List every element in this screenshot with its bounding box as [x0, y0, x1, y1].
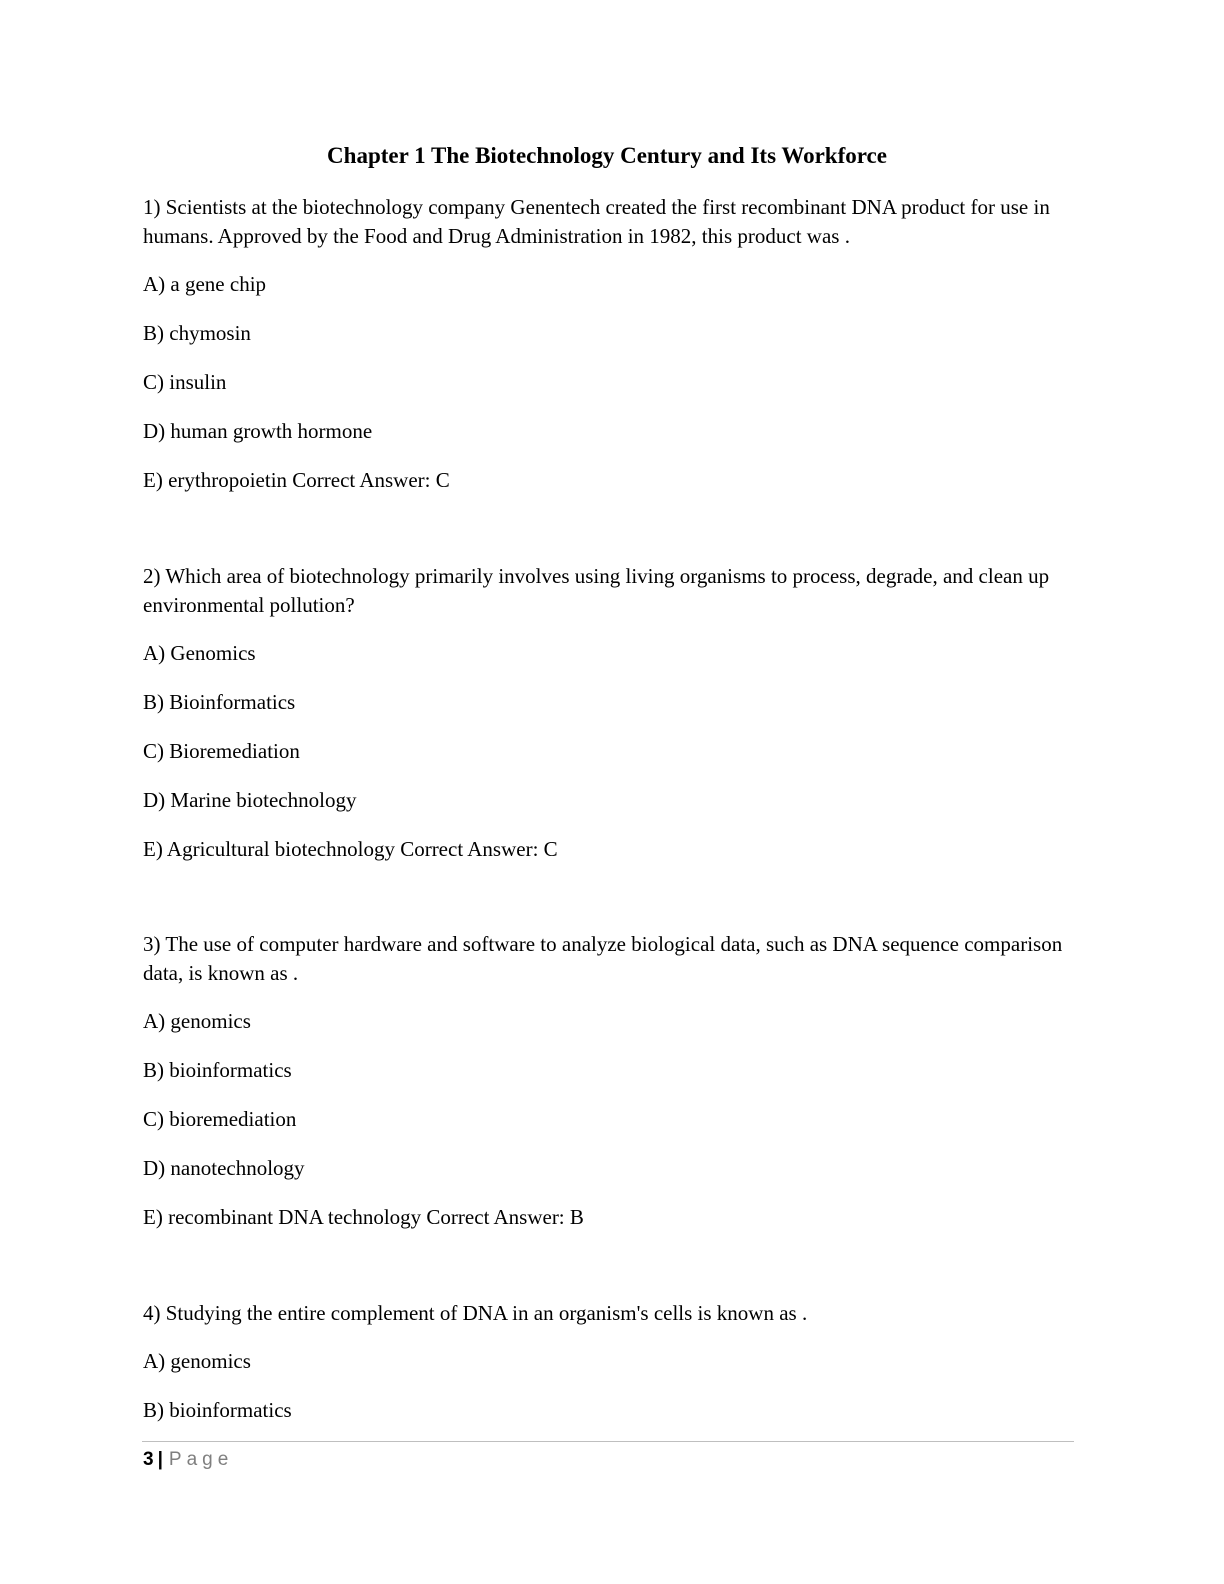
answer-option: E) recombinant DNA technology Correct Answer: B [143, 1205, 584, 1229]
answer-option: B) chymosin [143, 321, 251, 345]
answer-option: A) genomics [143, 1009, 251, 1033]
question-stem: 1) Scientists at the biotechnology company Genentech created the first recombinant DNA product for use in humans. Approved by the Food and Drug Administration in 1982, this product was . [143, 195, 1050, 248]
question-stem: 2) Which area of biotechnology primarily involves using living organisms to process, degrade, and clean up environmental pollution? [143, 564, 1050, 617]
answer-option: A) genomics [143, 1349, 251, 1373]
answer-option: D) human growth hormone [143, 419, 373, 443]
answer-option: B) bioinformatics [143, 1058, 292, 1082]
answer-option: C) Bioremediation [143, 739, 300, 763]
question-stem: 3) The use of computer hardware and software to analyze biological data, such as DNA sequence comparison data, is known as . [143, 932, 1063, 985]
question-3 [143, 930, 1083, 1252]
page-number: 3 [143, 1449, 154, 1470]
answer-option: B) Bioinformatics [143, 690, 296, 714]
answer-option: C) bioremediation [143, 1107, 297, 1131]
answer-option: D) nanotechnology [143, 1156, 305, 1180]
answer-option: A) Genomics [143, 641, 256, 665]
answer-option: D) Marine biotechnology [143, 788, 357, 812]
page-label: Page [168, 1449, 234, 1470]
footer-separator: | [157, 1449, 163, 1470]
question-4 [143, 1299, 1083, 1445]
answer-option: E) Agricultural biotechnology Correct Answer: C [143, 837, 558, 861]
question-1 [143, 193, 1083, 515]
footer-divider [142, 1441, 1074, 1442]
question-stem: 4) Studying the entire complement of DNA in an organism's cells is known as . [143, 1301, 808, 1325]
answer-option: C) insulin [143, 370, 227, 394]
answer-option: A) a gene chip [143, 272, 267, 296]
page-footer [143, 1446, 233, 1474]
chapter-title: Chapter 1 The Biotechnology Century and Its Workforce [327, 143, 887, 168]
question-2 [143, 562, 1083, 884]
answer-option: B) bioinformatics [143, 1398, 292, 1422]
answer-option: E) erythropoietin Correct Answer: C [143, 468, 450, 492]
